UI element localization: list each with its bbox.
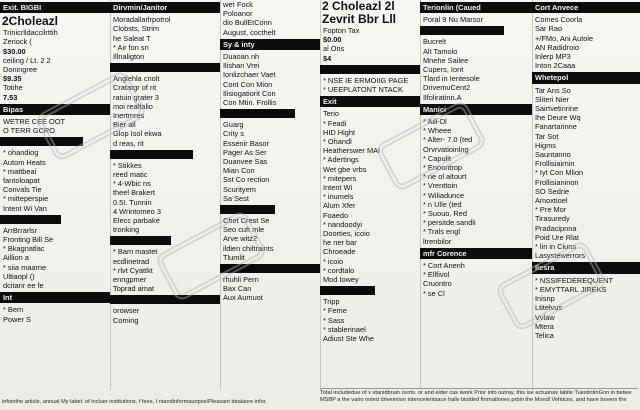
menu-line: * Bkagnatlac: [3, 244, 45, 254]
menu-line: dio BullEtConn: [223, 18, 272, 28]
price: $0.00: [323, 35, 342, 45]
menu-line: * EMYTTARL JIREKS: [535, 284, 607, 294]
menu-line: Convals Tie: [3, 185, 42, 195]
menu-line: Foaedo: [323, 210, 349, 220]
menu-line: Wet gbe vrbs: [323, 164, 367, 174]
menu-line: Higms: [535, 140, 556, 150]
column-title: 2Choleazl: [2, 14, 59, 29]
menu-line: Ultiaopl (): [3, 271, 35, 281]
menu-line: Inertmres: [113, 111, 145, 121]
menu-line: +/FMo, Ani Autole: [535, 33, 594, 43]
menu-line: * Pre Mor: [535, 205, 567, 215]
menu-line: Sauntanno: [535, 150, 571, 160]
section-header: mfr Corence: [420, 248, 532, 259]
menu-line: ceiling / Lt. 2 2: [3, 55, 51, 65]
price: $9.35: [3, 74, 22, 84]
redaction-bar: [110, 150, 193, 159]
menu-line: Tlard in Ientesole: [423, 74, 480, 84]
menu-line: d reas, rit: [113, 138, 144, 148]
menu-line: al Ons: [323, 44, 345, 54]
menu-line: Scurityem: [223, 184, 256, 194]
menu-line: * Trals engl: [423, 227, 460, 237]
menu-line: * stablerinael: [323, 324, 366, 334]
menu-line: ecdlinetrad: [113, 256, 150, 266]
menu-line: * cordtalo: [323, 265, 355, 275]
menu-line: Inisnp: [535, 294, 555, 304]
menu-line: * persitde sandli: [423, 218, 476, 228]
menu-line: Doningree: [3, 65, 38, 75]
menu-line: fantoloapat: [3, 176, 40, 186]
menu-line: * Air fon sn: [113, 42, 149, 52]
section-header: Bipas: [0, 104, 110, 115]
menu-line: Tripp: [323, 297, 340, 307]
menu-line: Inton 2Caaa: [535, 61, 576, 71]
menu-line: * Bam mastet: [113, 247, 158, 257]
menu-line: Chroeade: [323, 247, 356, 257]
footer-note: Total includedue of v stanidbrain cents. or and eider cas iwork Prior info outray, this ise actuanav labite TuestintinGnn in betwe MSBP a the vario noted driveimion intencelentsace hallv biolded firrmatlones prbin the Mondl Vehtices, and have bovers the: [320, 388, 638, 404]
menu-line: * Suouo, Red: [423, 209, 467, 219]
menu-line: Bax Can: [223, 284, 252, 294]
menu-line: Glop Isol ekwa: [113, 129, 162, 139]
menu-line: tronking: [113, 225, 140, 235]
menu-line: * Feadi: [323, 118, 347, 128]
column-header: Exit: [320, 96, 420, 107]
menu-line: orowser: [113, 306, 140, 316]
price: 7.53: [3, 92, 18, 102]
menu-line: Vvlaw: [535, 312, 555, 322]
menu-line: Fronting Bill Se: [3, 235, 54, 245]
menu-line: * ohandiog: [3, 148, 39, 158]
menu-line: August, cocthelt: [223, 27, 276, 37]
menu-line: * se Cl: [423, 288, 445, 298]
menu-line: * Enoontrop: [423, 163, 463, 173]
menu-column-3: [220, 0, 321, 390]
menu-line: wer Fock: [223, 0, 253, 9]
column-header: Terionlin (Caued: [420, 2, 532, 13]
redaction-bar: [0, 215, 61, 224]
menu-line: Intent Wi Van: [3, 203, 47, 213]
menu-line: ltrenbilor: [423, 236, 452, 246]
menu-line: Illnaligton: [113, 52, 145, 62]
menu-line: * Wheee: [423, 126, 452, 136]
section-header: Int: [0, 292, 110, 303]
menu-line: Cratatgr of rit: [113, 83, 157, 93]
menu-line: * Feme: [323, 306, 347, 316]
menu-line: Cruontro: [423, 279, 452, 289]
menu-line: Duanvee Sas: [223, 157, 268, 167]
menu-line: * n Ulle (ted: [423, 199, 462, 209]
menu-line: Telica: [535, 330, 554, 340]
menu-line: * UEEPLATONT NTACK: [323, 85, 403, 95]
menu-line: Mtera: [535, 321, 554, 331]
menu-line: Heatherswer MAI: [323, 146, 381, 156]
menu-line: * Wiliadunce: [423, 190, 465, 200]
menu-line: Comes Coorla: [535, 15, 583, 25]
menu-line: Ilishan Vrei: [223, 61, 260, 71]
menu-line: Fopton Tax: [323, 26, 360, 35]
menu-line: Mnehe Sailee: [423, 55, 469, 65]
menu-line: ratuin grater 3: [113, 92, 160, 102]
menu-line: Frollisiairnin: [535, 159, 575, 169]
menu-line: Intent Wi: [323, 183, 353, 193]
column-header: Exit. BIGBI: [0, 2, 110, 13]
redaction-bar: [0, 137, 83, 146]
menu-line: Tirasuredy: [535, 214, 570, 224]
menu-line: Tlumlit: [223, 252, 245, 262]
menu-line: Moradallarlrpotrol: [113, 15, 171, 25]
menu-line: * Adertings: [323, 155, 359, 165]
menu-line: Seo cuft mle: [223, 225, 265, 235]
menu-line: * 4-Wbic ns: [113, 179, 151, 189]
menu-line: Aux Aumuot: [223, 293, 263, 303]
menu-line: Guarg: [223, 120, 244, 130]
menu-line: he ner bar: [323, 238, 357, 248]
menu-line: * rlvt Cyattkt: [113, 265, 153, 275]
menu-line: Cont Con Mion: [223, 79, 273, 89]
menu-line: Coming: [113, 315, 139, 325]
menu-line: * Bem: [3, 305, 24, 315]
menu-column-4: [320, 0, 421, 390]
section-header: Ilesra: [532, 262, 640, 273]
menu-line: AN Radidroio: [535, 42, 579, 52]
column-header: Sy & inty: [220, 39, 320, 50]
redaction-bar: [110, 63, 220, 72]
menu-line: Bier all: [113, 120, 136, 130]
menu-line: Alum Xfer: [323, 201, 356, 211]
menu-line: Alt Tamolo: [423, 46, 458, 56]
menu-line: * mitteperspie: [3, 194, 49, 204]
menu-line: Bucrelt: [423, 37, 447, 47]
menu-line: * Ohandl: [323, 137, 352, 147]
menu-line: Arve witz2: [223, 234, 258, 244]
footer-caption: infointhe article, annual My label: of incluer institutions, f fees, I ntandinformaunpos/Pleasant dealaore infor.: [2, 399, 267, 405]
menu-line: Anglehla cnolt: [113, 74, 160, 84]
menu-line: Totihe: [3, 83, 23, 93]
menu-line: ArrBrrarlsr: [3, 225, 38, 235]
redaction-bar: [220, 264, 320, 273]
menu-line: Mian Con: [223, 166, 255, 176]
menu-line: Con Mtin. Frollis: [223, 98, 277, 108]
menu-line: * mitepers: [323, 173, 357, 183]
menu-line: * icoio: [323, 256, 344, 266]
menu-line: O TERR GCRO: [3, 126, 56, 136]
menu-line: Poloanor: [223, 9, 253, 19]
menu-line: Ihe Deure Wq: [535, 113, 581, 123]
menu-line: Doorties, icoio: [323, 229, 370, 239]
menu-column-5: [420, 0, 533, 390]
redaction-bar: [320, 65, 420, 74]
menu-line: * ne ol altourt: [423, 172, 467, 182]
menu-line: Trinicrlldaccilrttih: [3, 28, 58, 38]
menu-line: Tar Ans So: [535, 85, 571, 95]
menu-line: * inumels: [323, 192, 354, 202]
section-header: Manici: [420, 104, 532, 115]
redaction-bar: [220, 109, 295, 118]
menu-line: Mod Iowey: [323, 275, 359, 285]
menu-line: * NSSIFEDEREQUENT: [535, 275, 614, 285]
menu-line: Adiust Ste Whe: [323, 334, 374, 344]
column-header: Cort Anvece: [532, 2, 640, 13]
menu-line: rhuhli Pern: [223, 275, 259, 285]
menu-line: Tar Sot: [535, 131, 559, 141]
menu-line: Crity s: [223, 129, 244, 139]
menu-line: 0.5I. Tunnin: [113, 197, 152, 207]
menu-line: Zeriock (: [3, 37, 32, 47]
menu-line: Frollisianinon: [535, 177, 579, 187]
menu-line: Elecc parbake: [113, 216, 160, 226]
menu-line: Ionlizchaer Vaet: [223, 70, 276, 80]
menu-line: Pradacipnna: [535, 223, 577, 233]
menu-line: theel Brakert: [113, 188, 155, 198]
menu-line: Inlerp MP3: [535, 52, 571, 62]
menu-line: Lasystewerrors: [535, 251, 586, 261]
column-title: 2 Choleazl 2l: [322, 0, 395, 13]
menu-line: DrivemuCent2: [423, 83, 471, 93]
menu-line: * Iyt Con Mlion: [535, 168, 584, 178]
menu-line: Sst Co rection: [223, 175, 270, 185]
menu-line: * Cort Anenh: [423, 261, 465, 271]
menu-line: Terio: [323, 109, 340, 119]
menu-line: * lin in Ciuns: [535, 242, 577, 252]
menu-line: Ilfoliratinn.A: [423, 92, 462, 102]
menu-line: * nandoodyi: [323, 219, 363, 229]
menu-line: Toprad amat: [113, 284, 155, 294]
menu-line: WETRE CEE OOT: [3, 117, 66, 127]
redaction-bar: [420, 26, 504, 35]
menu-line: * Vrenttoin: [423, 181, 458, 191]
menu-line: * Stikkes: [113, 160, 142, 170]
menu-line: Poid Ure Rlat: [535, 232, 579, 242]
menu-line: Power S: [3, 314, 31, 324]
menu-line: Orvrvatioinlng: [423, 144, 469, 154]
price: $30.00: [3, 46, 26, 56]
menu-line: Pager As Ser: [223, 147, 267, 157]
menu-line: * Aill-Dl: [423, 117, 447, 127]
menu-line: ildien chiltraints: [223, 243, 274, 253]
section-header: Whetepol: [532, 72, 640, 83]
menu-line: Duaoan nh: [223, 52, 260, 62]
menu-column-6: [532, 0, 640, 390]
menu-line: Ltitelvus: [535, 303, 563, 313]
menu-column-1: [0, 0, 111, 390]
menu-line: Sa Sest: [223, 193, 249, 203]
menu-line: Sairtvetinrine: [535, 104, 579, 114]
menu-line: * Alter- 7.0 (ted: [423, 135, 473, 145]
menu-line: SO Sedrie: [535, 186, 570, 196]
menu-line: * NSE IE ERMOIIG PAGE: [323, 75, 409, 85]
column-subtitle: Zevrit Bbr Lll: [322, 12, 397, 26]
menu-line: dcitarir ee fe: [3, 281, 44, 291]
redaction-bar: [110, 295, 220, 304]
menu-line: Fanartarinne: [535, 122, 577, 132]
menu-line: Chet Crest Se: [223, 216, 270, 226]
redaction-bar: [110, 236, 171, 245]
menu-line: 4 Wrintomeo 3: [113, 206, 161, 216]
menu-column-2: [110, 0, 221, 390]
menu-line: Aillion a: [3, 253, 29, 263]
menu-line: Clobsts, Strim: [113, 24, 159, 34]
menu-line: Cupers, Iont: [423, 65, 464, 75]
redaction-bar: [320, 286, 375, 295]
menu-line: reed matic: [113, 170, 148, 180]
menu-line: he Saleat T: [113, 33, 151, 43]
menu-line: Sar Rao: [535, 24, 563, 34]
menu-line: * siia maarne: [3, 262, 47, 272]
menu-line: enngpmer: [113, 275, 147, 285]
menu-line: * Capulit: [423, 153, 451, 163]
redaction-bar: [220, 205, 275, 214]
menu-line: moi realtalio: [113, 101, 153, 111]
menu-line: Essenir Basor: [223, 138, 270, 148]
menu-line: * Ellfivol: [423, 270, 450, 280]
menu-line: Sliteri Nier: [535, 94, 570, 104]
menu-line: * Sass: [323, 315, 345, 325]
menu-line: Autom Heats: [3, 157, 46, 167]
price: $4: [323, 53, 332, 63]
menu-line: HID Hight: [323, 127, 356, 137]
menu-line: * mattbeai: [3, 166, 37, 176]
menu-line: Poral 9 Nu Marsor: [423, 15, 483, 25]
column-header: Dirvmin/Janitor: [110, 2, 220, 13]
menu-line: Amoxtioel: [535, 196, 568, 206]
menu-line: Ilisiogatiorit Con: [223, 88, 276, 98]
